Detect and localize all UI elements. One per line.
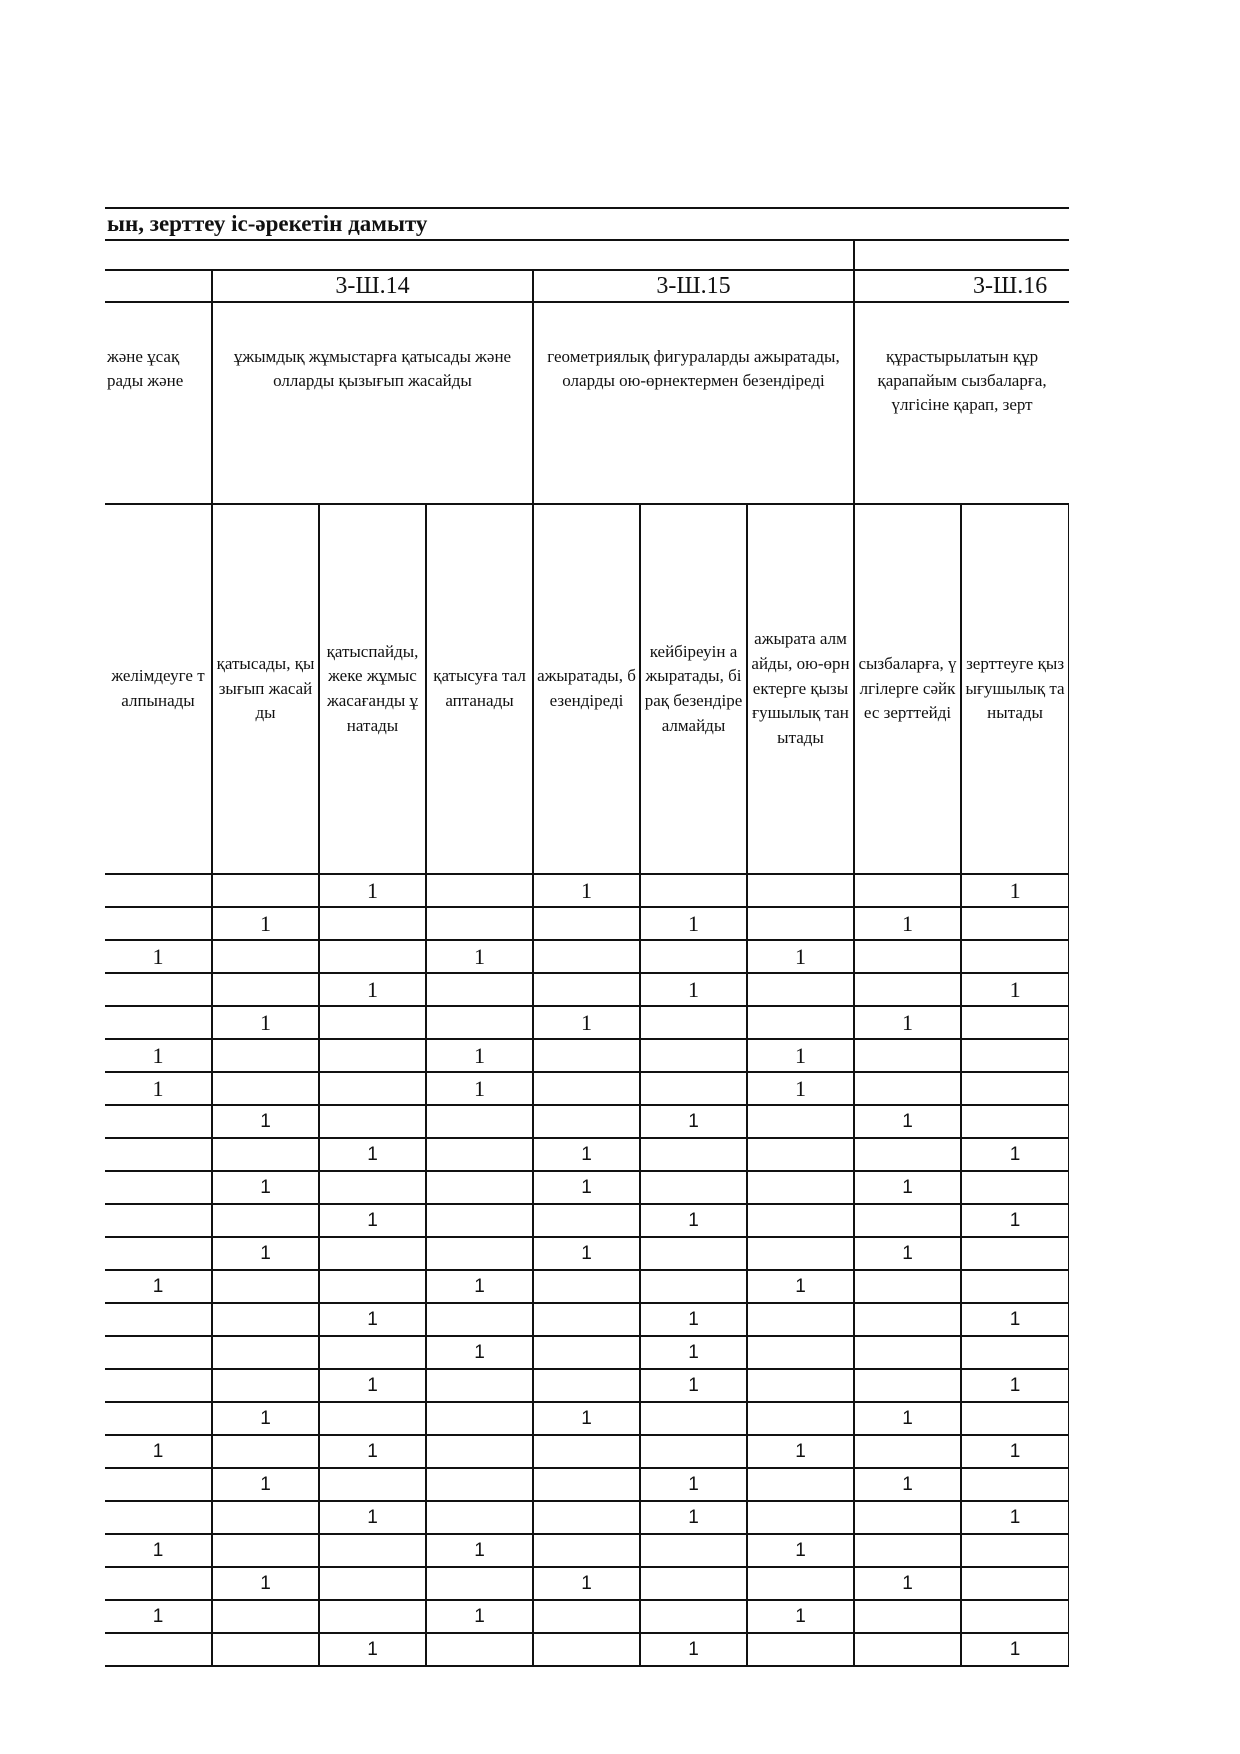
table-cell: 1 — [854, 1006, 961, 1039]
table-cell: 1 — [319, 1303, 426, 1336]
table-cell — [854, 1039, 961, 1072]
table-cell — [319, 1567, 426, 1600]
table-cell — [105, 1567, 212, 1600]
table-row — [105, 1105, 1069, 1138]
spreadsheet-page — [105, 207, 1069, 1667]
table-cell: 1 — [212, 1567, 319, 1600]
table-cell — [961, 1072, 1069, 1105]
table-cell — [533, 1468, 640, 1501]
table-cell — [747, 1567, 854, 1600]
table-cell — [640, 1567, 747, 1600]
table-cell — [319, 1402, 426, 1435]
table-cell: 1 — [105, 1435, 212, 1468]
table-cell: 1 — [747, 1600, 854, 1633]
table-cell — [961, 1105, 1069, 1138]
code-cell-15: 3-Ш.15 — [533, 270, 854, 302]
table-row — [105, 1138, 1069, 1171]
table-cell: 1 — [212, 1468, 319, 1501]
table-cell — [854, 1600, 961, 1633]
table-cell — [747, 1633, 854, 1666]
table-cell — [105, 1204, 212, 1237]
description-16: құрастырылатын құр қарапайым сызбаларға, үлгісіне қарап, зерт — [854, 302, 1069, 504]
table-cell — [426, 1171, 533, 1204]
table-cell — [961, 1600, 1069, 1633]
table-cell — [105, 1336, 212, 1369]
table-cell — [961, 1270, 1069, 1303]
table-cell — [426, 1138, 533, 1171]
table-cell: 1 — [212, 1006, 319, 1039]
table-cell: 1 — [961, 1501, 1069, 1534]
subheader-cell: қатыспайды, жеке жұмыс жасағанды ұнатады — [319, 504, 426, 874]
assessment-table — [105, 207, 1069, 1667]
code-cell-16: 3-Ш.16 — [854, 270, 1069, 302]
table-cell — [319, 1600, 426, 1633]
table-cell — [426, 874, 533, 907]
subheader-cell: қатысуға талаптанады — [426, 504, 533, 874]
table-cell: 1 — [319, 1369, 426, 1402]
table-cell: 1 — [533, 1402, 640, 1435]
table-cell — [640, 1534, 747, 1567]
table-row — [105, 1336, 1069, 1369]
table-cell — [212, 1633, 319, 1666]
table-cell — [426, 1633, 533, 1666]
description-15: геометриялық фигураларды ажыратады, оларды ою-өрнектермен безендіреді — [533, 302, 854, 504]
table-cell: 1 — [105, 940, 212, 973]
table-cell — [747, 1138, 854, 1171]
table-cell: 1 — [426, 1072, 533, 1105]
table-row — [105, 1369, 1069, 1402]
table-cell — [533, 1204, 640, 1237]
table-cell — [747, 1006, 854, 1039]
table-row — [105, 907, 1069, 940]
table-cell — [319, 907, 426, 940]
table-cell — [319, 1072, 426, 1105]
table-cell — [854, 1270, 961, 1303]
table-cell: 1 — [319, 1633, 426, 1666]
table-cell — [961, 1039, 1069, 1072]
table-row — [105, 1171, 1069, 1204]
table-cell — [212, 1501, 319, 1534]
table-cell: 1 — [961, 1204, 1069, 1237]
table-cell — [426, 1468, 533, 1501]
table-cell — [533, 1303, 640, 1336]
table-cell — [319, 1039, 426, 1072]
description-14: ұжымдық жұмыстарға қатысады және олларды қызығып жасайды — [212, 302, 533, 504]
description-prev: және ұсақ рады және — [105, 302, 212, 504]
table-cell — [854, 1435, 961, 1468]
table-cell: 1 — [426, 1534, 533, 1567]
table-cell: 1 — [640, 907, 747, 940]
table-cell — [319, 1171, 426, 1204]
subheader-cell: зерттеуге қызығушылық танытады — [961, 504, 1069, 874]
table-cell — [961, 907, 1069, 940]
table-cell: 1 — [747, 940, 854, 973]
table-cell — [854, 973, 961, 1006]
table-cell — [212, 1303, 319, 1336]
table-cell — [640, 1171, 747, 1204]
table-cell: 1 — [426, 1270, 533, 1303]
table-cell — [854, 1072, 961, 1105]
table-cell — [533, 907, 640, 940]
table-cell: 1 — [747, 1534, 854, 1567]
table-cell — [212, 1600, 319, 1633]
table-cell: 1 — [426, 1039, 533, 1072]
table-cell — [747, 973, 854, 1006]
table-cell: 1 — [319, 1435, 426, 1468]
table-cell — [533, 1435, 640, 1468]
table-cell — [854, 1138, 961, 1171]
table-cell — [961, 1534, 1069, 1567]
table-row — [105, 1072, 1069, 1105]
table-cell — [854, 1534, 961, 1567]
table-row — [105, 1567, 1069, 1600]
table-cell — [854, 1501, 961, 1534]
table-cell — [961, 940, 1069, 973]
table-cell: 1 — [319, 874, 426, 907]
table-cell — [533, 1633, 640, 1666]
table-row — [105, 1270, 1069, 1303]
table-cell — [212, 1534, 319, 1567]
table-cell: 1 — [640, 1468, 747, 1501]
table-cell: 1 — [426, 940, 533, 973]
table-cell — [212, 1270, 319, 1303]
table-cell: 1 — [640, 1105, 747, 1138]
table-cell — [426, 1006, 533, 1039]
table-cell: 1 — [640, 1336, 747, 1369]
table-cell: 1 — [640, 1369, 747, 1402]
table-cell — [105, 907, 212, 940]
table-cell: 1 — [640, 1204, 747, 1237]
table-cell — [105, 874, 212, 907]
table-cell: 1 — [961, 1303, 1069, 1336]
subheader-cell: желімдеуге талпынады — [105, 504, 212, 874]
table-cell — [105, 1633, 212, 1666]
table-cell — [212, 973, 319, 1006]
table-cell — [212, 1336, 319, 1369]
table-cell: 1 — [961, 1369, 1069, 1402]
table-cell — [961, 1237, 1069, 1270]
table-cell: 1 — [854, 1567, 961, 1600]
table-cell: 1 — [961, 1435, 1069, 1468]
table-cell — [747, 1303, 854, 1336]
table-cell — [319, 940, 426, 973]
table-cell — [105, 1402, 212, 1435]
table-cell — [854, 1336, 961, 1369]
table-cell — [319, 1336, 426, 1369]
table-cell: 1 — [105, 1600, 212, 1633]
table-cell: 1 — [961, 973, 1069, 1006]
table-row — [105, 1633, 1069, 1666]
section-title: ын, зерттеу іс-әрекетін дамыту — [105, 208, 1069, 240]
table-cell — [640, 1237, 747, 1270]
subheader-cell: қатысады, қызығып жасайды — [212, 504, 319, 874]
table-cell — [212, 1039, 319, 1072]
table-cell: 1 — [854, 907, 961, 940]
table-cell: 1 — [854, 1468, 961, 1501]
table-cell: 1 — [961, 874, 1069, 907]
table-cell — [533, 1039, 640, 1072]
table-row — [105, 1468, 1069, 1501]
table-cell — [105, 1171, 212, 1204]
table-cell — [426, 907, 533, 940]
subheader-cell: кейбіреуін ажыратады, бірақ безендіре алмайды — [640, 504, 747, 874]
table-cell: 1 — [319, 1204, 426, 1237]
table-row — [105, 1039, 1069, 1072]
table-cell — [105, 1006, 212, 1039]
table-cell: 1 — [212, 1402, 319, 1435]
table-cell — [319, 1534, 426, 1567]
table-cell: 1 — [961, 1633, 1069, 1666]
table-cell — [212, 1138, 319, 1171]
table-cell — [854, 940, 961, 973]
table-row — [105, 1534, 1069, 1567]
table-cell — [747, 1336, 854, 1369]
table-cell — [105, 1237, 212, 1270]
spacer-cell — [854, 240, 1069, 270]
table-cell — [747, 1105, 854, 1138]
table-cell — [640, 1270, 747, 1303]
table-cell — [533, 1600, 640, 1633]
table-cell: 1 — [640, 1633, 747, 1666]
table-cell — [105, 973, 212, 1006]
table-cell — [319, 1006, 426, 1039]
table-cell — [426, 1567, 533, 1600]
table-cell — [533, 1072, 640, 1105]
code-cell-prev — [105, 270, 212, 302]
table-cell: 1 — [212, 907, 319, 940]
table-cell — [533, 1336, 640, 1369]
table-cell — [426, 973, 533, 1006]
table-cell: 1 — [533, 1138, 640, 1171]
table-row — [105, 1501, 1069, 1534]
table-cell — [533, 1369, 640, 1402]
table-row — [105, 940, 1069, 973]
table-cell — [105, 1105, 212, 1138]
code-cell-14: 3-Ш.14 — [212, 270, 533, 302]
spacer-cell — [105, 240, 854, 270]
table-cell — [747, 1171, 854, 1204]
table-cell: 1 — [747, 1435, 854, 1468]
table-cell — [319, 1270, 426, 1303]
table-cell — [426, 1303, 533, 1336]
table-cell — [640, 874, 747, 907]
table-cell — [961, 1336, 1069, 1369]
table-cell — [854, 874, 961, 907]
table-row — [105, 1435, 1069, 1468]
table-cell — [533, 1501, 640, 1534]
table-cell: 1 — [533, 1237, 640, 1270]
table-cell — [105, 1468, 212, 1501]
table-cell — [961, 1171, 1069, 1204]
table-cell — [426, 1501, 533, 1534]
table-cell: 1 — [212, 1237, 319, 1270]
table-cell — [533, 1105, 640, 1138]
table-cell: 1 — [640, 1501, 747, 1534]
table-cell: 1 — [105, 1534, 212, 1567]
table-cell — [212, 1204, 319, 1237]
table-cell — [747, 874, 854, 907]
table-cell — [212, 1435, 319, 1468]
table-cell — [961, 1402, 1069, 1435]
table-cell — [640, 1006, 747, 1039]
table-row — [105, 1402, 1069, 1435]
subheader-cell: сызбаларға, үлгілерге сәйкес зерттейді — [854, 504, 961, 874]
table-row — [105, 973, 1069, 1006]
table-row — [105, 1600, 1069, 1633]
table-cell: 1 — [747, 1039, 854, 1072]
table-cell — [747, 1204, 854, 1237]
table-cell — [533, 973, 640, 1006]
table-cell — [533, 1270, 640, 1303]
table-cell — [426, 1105, 533, 1138]
table-cell: 1 — [854, 1402, 961, 1435]
table-cell — [747, 907, 854, 940]
table-cell — [747, 1402, 854, 1435]
table-cell — [212, 1369, 319, 1402]
table-cell — [961, 1567, 1069, 1600]
table-cell: 1 — [212, 1105, 319, 1138]
table-cell — [105, 1303, 212, 1336]
table-cell — [961, 1468, 1069, 1501]
table-cell — [747, 1237, 854, 1270]
table-cell: 1 — [533, 1171, 640, 1204]
subheader-cell: ажырата алмайды, ою-өрнектерге қызығушылық танытады — [747, 504, 854, 874]
table-row — [105, 1006, 1069, 1039]
table-cell — [426, 1204, 533, 1237]
table-cell — [961, 1006, 1069, 1039]
table-cell — [105, 1501, 212, 1534]
table-cell — [426, 1435, 533, 1468]
table-row — [105, 874, 1069, 907]
table-cell — [640, 940, 747, 973]
table-cell — [640, 1039, 747, 1072]
table-cell: 1 — [319, 973, 426, 1006]
table-cell — [426, 1237, 533, 1270]
table-cell — [640, 1138, 747, 1171]
table-cell: 1 — [747, 1072, 854, 1105]
table-cell — [747, 1369, 854, 1402]
table-cell — [854, 1633, 961, 1666]
table-cell — [212, 1072, 319, 1105]
table-row — [105, 1204, 1069, 1237]
table-cell — [212, 940, 319, 973]
table-row — [105, 1303, 1069, 1336]
table-cell — [105, 1369, 212, 1402]
table-cell: 1 — [212, 1171, 319, 1204]
table-cell — [640, 1402, 747, 1435]
table-cell — [319, 1105, 426, 1138]
table-cell: 1 — [105, 1039, 212, 1072]
table-row — [105, 1237, 1069, 1270]
table-cell: 1 — [747, 1270, 854, 1303]
table-cell: 1 — [854, 1105, 961, 1138]
table-cell: 1 — [854, 1237, 961, 1270]
table-cell — [212, 874, 319, 907]
table-cell: 1 — [640, 1303, 747, 1336]
table-cell: 1 — [854, 1171, 961, 1204]
table-cell — [640, 1435, 747, 1468]
subheader-cell: ажыратады, безендіреді — [533, 504, 640, 874]
table-cell — [533, 940, 640, 973]
table-cell — [319, 1468, 426, 1501]
table-cell: 1 — [426, 1336, 533, 1369]
table-cell — [747, 1501, 854, 1534]
table-cell: 1 — [319, 1501, 426, 1534]
table-cell — [533, 1534, 640, 1567]
table-cell — [426, 1402, 533, 1435]
table-cell: 1 — [533, 1567, 640, 1600]
table-cell — [854, 1204, 961, 1237]
table-cell: 1 — [533, 874, 640, 907]
table-cell: 1 — [426, 1600, 533, 1633]
table-cell — [747, 1468, 854, 1501]
table-cell: 1 — [105, 1270, 212, 1303]
table-cell: 1 — [533, 1006, 640, 1039]
table-cell — [105, 1138, 212, 1171]
table-cell: 1 — [961, 1138, 1069, 1171]
table-cell: 1 — [640, 973, 747, 1006]
table-cell: 1 — [319, 1138, 426, 1171]
table-cell — [640, 1072, 747, 1105]
table-cell — [426, 1369, 533, 1402]
table-cell — [854, 1303, 961, 1336]
table-cell: 1 — [105, 1072, 212, 1105]
table-cell — [854, 1369, 961, 1402]
table-cell — [319, 1237, 426, 1270]
table-cell — [640, 1600, 747, 1633]
